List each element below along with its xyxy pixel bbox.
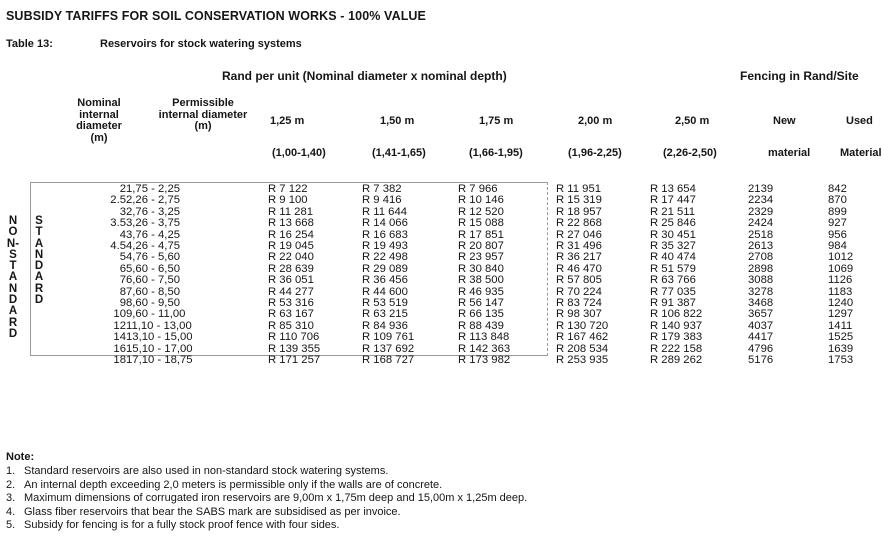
range-125: (1,00-1,40) (272, 147, 326, 159)
new-material-cell: 2234 (748, 194, 774, 207)
note-2: 2. An internal depth exceeding 2,0 meters is permissible only if the walls are of concrete. (6, 478, 443, 491)
depth-150-cell: R 29 089 (362, 262, 408, 275)
new-material-cell: 2613 (748, 240, 774, 253)
range-175: (1,66-1,95) (469, 147, 523, 159)
col-used-header: Used (846, 115, 873, 127)
nominal-cell: 3 (119, 205, 126, 218)
depth-125-cell: R 171 257 (268, 354, 321, 367)
new-material-cell: 2518 (748, 228, 774, 241)
depth-125-cell: R 53 316 (268, 297, 314, 310)
used-material-cell: 1297 (828, 308, 854, 321)
depth-150-cell: R 168 727 (362, 354, 415, 367)
notes-title: Note: (6, 451, 35, 463)
permissible-cell: 1,75 - 2,25 (126, 183, 181, 195)
new-material-cell: 2898 (748, 262, 774, 275)
depth-150-cell: R 16 683 (362, 228, 408, 241)
new-material-cell: 2708 (748, 251, 774, 264)
col-depth-200-header: 2,00 m (578, 115, 613, 127)
depth-200-cell: R 22 868 (556, 217, 602, 230)
depth-250-cell: R 30 451 (650, 228, 696, 241)
used-material-cell: 927 (828, 217, 847, 230)
depth-150-cell: R 7 382 (362, 183, 402, 195)
depth-150-cell: R 44 600 (362, 285, 408, 298)
nominal-cell: 18 (113, 354, 126, 367)
depth-175-cell: R 17 851 (458, 228, 504, 241)
depth-200-cell: R 253 935 (556, 354, 609, 367)
note-3-text: Maximum dimensions of corrugated iron reservoirs are 9,00m x 1,75m deep and 15,00m x 1,25m deep. (24, 492, 528, 505)
permissible-cell: 7,60 - 8,50 (126, 285, 181, 298)
used-material-cell: 1183 (828, 285, 853, 298)
depth-125-cell: R 85 310 (268, 319, 314, 332)
depth-250-cell: R 25 846 (650, 217, 696, 230)
depth-150-cell: R 84 936 (362, 319, 408, 332)
note-4: 4. Glass fiber reservoirs that bear the SABS mark are subsidised as per invoice. (6, 505, 401, 518)
new-material-cell: 4417 (748, 331, 774, 344)
range-150: (1,41-1,65) (372, 147, 426, 159)
nominal-cell: 4.5 (110, 240, 126, 253)
note-1-text: Standard reservoirs are also used in non-standard stock watering systems. (24, 465, 389, 477)
depth-150-cell: R 22 498 (362, 251, 408, 264)
side-label-non-standard-text: NON-STANDARD (6, 215, 20, 340)
depth-150-cell: R 109 761 (362, 331, 415, 344)
used-material-cell: 984 (828, 240, 847, 253)
depth-175-cell: R 142 363 (458, 342, 511, 355)
depth-125-cell: R 7 122 (268, 183, 308, 195)
depth-125-cell: R 110 706 (268, 331, 320, 344)
depth-150-cell: R 19 493 (362, 240, 408, 253)
depth-150-cell: R 9 416 (362, 194, 402, 207)
document-title: SUBSIDY TARIFFS FOR SOIL CONSERVATION WORKS - 100% VALUE (6, 9, 426, 23)
notes-section (6, 451, 527, 533)
note-1: 1. Standard reservoirs are also used in non-standard stock watering systems. (6, 465, 389, 477)
depth-175-cell: R 173 982 (458, 354, 511, 367)
range-250: (2,26-2,50) (663, 147, 717, 159)
depth-200-cell: R 36 217 (556, 251, 602, 264)
depth-250-cell: R 91 387 (650, 297, 696, 310)
nominal-cell: 10 (113, 308, 126, 321)
nominal-cell: 6 (119, 262, 126, 275)
note-5: 5. Subsidy for fencing is for a fully stock proof fence with four sides. (6, 519, 340, 532)
depth-125-cell: R 139 355 (268, 342, 321, 355)
depth-250-cell: R 51 579 (650, 262, 696, 275)
depth-250-cell: R 106 822 (650, 308, 703, 321)
depth-125-cell: R 16 254 (268, 228, 314, 241)
nominal-cell: 16 (113, 342, 126, 355)
depth-250-cell: R 40 474 (650, 251, 696, 264)
depth-200-cell: R 70 224 (556, 285, 602, 298)
used-material-cell: 870 (828, 194, 847, 207)
depth-250-cell: R 17 447 (650, 194, 696, 207)
depth-150-cell: R 11 644 (362, 205, 408, 218)
used-material-cell: 1240 (828, 297, 854, 310)
table-row (0, 332, 878, 343)
depth-175-cell: R 20 807 (458, 240, 504, 253)
depth-200-cell: R 83 724 (556, 297, 602, 310)
depth-125-cell: R 9 100 (268, 194, 308, 207)
new-material-cell: 4796 (748, 342, 774, 355)
permissible-cell: 2,26 - 2,75 (126, 194, 181, 207)
used-material-cell: 1753 (828, 354, 854, 367)
depth-175-cell: R 23 957 (458, 251, 504, 264)
nominal-cell: 12 (113, 319, 126, 332)
used-material-cell: 1012 (828, 251, 854, 264)
permissible-cell: 9,60 - 11,00 (126, 308, 186, 321)
new-material-cell: 4037 (748, 319, 774, 332)
depth-125-cell: R 13 668 (268, 217, 314, 230)
depth-250-cell: R 222 158 (650, 342, 703, 355)
depth-175-cell: R 30 840 (458, 262, 504, 275)
table-number: Table 13: (6, 38, 53, 50)
depth-125-cell: R 63 167 (268, 308, 314, 321)
col-new-header: New (773, 115, 796, 127)
new-material-cell: 2424 (748, 217, 774, 230)
permissible-cell: 13,10 - 15,00 (126, 331, 193, 344)
depth-175-cell: R 66 135 (458, 308, 504, 321)
depth-250-cell: R 289 262 (650, 354, 703, 367)
tariff-table (0, 184, 878, 367)
depth-250-cell: R 35 327 (650, 240, 696, 253)
new-material-cell: 2139 (748, 183, 774, 195)
range-200: (1,96-2,25) (568, 147, 622, 159)
used-material-cell: 956 (828, 228, 847, 241)
range-used: Material (840, 147, 882, 159)
new-material-cell: 3088 (748, 274, 774, 287)
depth-125-cell: R 19 045 (268, 240, 314, 253)
depth-175-cell: R 38 500 (458, 274, 504, 287)
used-material-cell: 1126 (828, 274, 853, 287)
permissible-cell: 2,76 - 3,25 (126, 205, 181, 218)
new-material-cell: 3278 (748, 285, 774, 298)
col-depth-175-header: 1,75 m (479, 115, 514, 127)
note-2-text: An internal depth exceeding 2,0 meters is permissible only if the walls are of concrete. (24, 478, 443, 491)
fencing-header: Fencing in Rand/Site (740, 69, 859, 83)
depth-200-cell: R 46 470 (556, 262, 602, 275)
table-row (0, 355, 878, 366)
rand-per-unit-header: Rand per unit (Nominal diameter x nominal depth) (222, 69, 507, 83)
depth-175-cell: R 46 935 (458, 285, 504, 298)
new-material-cell: 2329 (748, 205, 774, 218)
depth-250-cell: R 63 766 (650, 274, 696, 287)
nominal-cell: 4 (119, 228, 126, 241)
permissible-cell: 4,26 - 4,75 (126, 240, 181, 253)
nominal-cell: 14 (113, 331, 126, 344)
used-material-cell: 1525 (828, 331, 854, 344)
note-3: 3. Maximum dimensions of corrugated iron reservoirs are 9,00m x 1,75m deep and 15,00m x 1,25m deep. (6, 492, 528, 505)
depth-150-cell: R 53 519 (362, 297, 408, 310)
table-row (0, 275, 878, 286)
side-label-standard-text: STANDARD (34, 215, 44, 307)
used-material-cell: 1639 (828, 342, 854, 355)
permissible-cell: 3,26 - 3,75 (126, 217, 181, 230)
depth-150-cell: R 36 456 (362, 274, 408, 287)
depth-200-cell: R 167 462 (556, 331, 609, 344)
col-permissible-diameter-header: Permissible internal diameter (m) (158, 97, 248, 132)
depth-250-cell: R 140 937 (650, 319, 703, 332)
depth-150-cell: R 14 066 (362, 217, 408, 230)
depth-125-cell: R 36 051 (268, 274, 314, 287)
tariff-table-body (0, 184, 878, 367)
nominal-cell: 2 (119, 183, 126, 195)
table-row (0, 218, 878, 229)
depth-175-cell: R 56 147 (458, 297, 504, 310)
depth-250-cell: R 13 654 (650, 183, 696, 195)
col-depth-125-header: 1,25 m (270, 115, 305, 127)
permissible-cell: 4,76 - 5,60 (126, 251, 181, 264)
depth-250-cell: R 179 383 (650, 331, 703, 344)
depth-125-cell: R 28 639 (268, 262, 314, 275)
permissible-cell: 15,10 - 17,00 (126, 342, 193, 355)
depth-175-cell: R 12 520 (458, 205, 504, 218)
note-4-text: Glass fiber reservoirs that bear the SABS mark are subsidised as per invoice. (24, 505, 401, 518)
used-material-cell: 1069 (828, 262, 854, 275)
depth-150-cell: R 137 692 (362, 342, 415, 355)
used-material-cell: 842 (828, 183, 847, 195)
new-material-cell: 3657 (748, 308, 774, 321)
depth-200-cell: R 208 534 (556, 342, 609, 355)
permissible-cell: 5,60 - 6,50 (126, 262, 181, 275)
depth-200-cell: R 15 319 (556, 194, 602, 207)
permissible-cell: 3,76 - 4,25 (126, 228, 181, 241)
depth-175-cell: R 88 439 (458, 319, 504, 332)
depth-175-cell: R 7 966 (458, 183, 498, 195)
depth-125-cell: R 44 277 (268, 285, 314, 298)
nominal-cell: 5 (119, 251, 126, 264)
range-new: material (768, 147, 811, 159)
depth-175-cell: R 10 146 (458, 194, 504, 207)
permissible-cell: 17,10 - 18,75 (126, 354, 193, 367)
depth-200-cell: R 18 957 (556, 205, 602, 218)
depth-200-cell: R 98 307 (556, 308, 602, 321)
depth-150-cell: R 63 215 (362, 308, 408, 321)
permissible-cell: 11,10 - 13,00 (126, 319, 192, 332)
depth-175-cell: R 15 088 (458, 217, 504, 230)
nominal-cell: 9 (119, 297, 126, 310)
depth-200-cell: R 31 496 (556, 240, 602, 253)
depth-125-cell: R 22 040 (268, 251, 314, 264)
depth-250-cell: R 77 035 (650, 285, 696, 298)
nominal-cell: 3.5 (110, 217, 126, 230)
depth-200-cell: R 27 046 (556, 228, 602, 241)
col-nominal-diameter-header: Nominal internal diameter (m) (76, 97, 122, 144)
note-5-text: Subsidy for fencing is for a fully stock proof fence with four sides. (24, 519, 340, 532)
depth-250-cell: R 21 511 (650, 205, 696, 218)
nominal-cell: 2.5 (110, 194, 126, 207)
col-depth-250-header: 2,50 m (675, 115, 710, 127)
new-material-cell: 5176 (748, 354, 774, 367)
nominal-cell: 8 (119, 285, 126, 298)
depth-200-cell: R 130 720 (556, 319, 609, 332)
nominal-cell: 7 (119, 274, 126, 287)
used-material-cell: 899 (828, 205, 847, 218)
depth-125-cell: R 11 281 (268, 205, 314, 218)
table-name: Reservoirs for stock watering systems (100, 38, 302, 50)
depth-175-cell: R 113 848 (458, 331, 510, 344)
used-material-cell: 1411 (828, 319, 853, 332)
depth-200-cell: R 11 951 (556, 183, 602, 195)
depth-200-cell: R 57 805 (556, 274, 602, 287)
new-material-cell: 3468 (748, 297, 774, 310)
col-depth-150-header: 1,50 m (380, 115, 415, 127)
permissible-cell: 6,60 - 7,50 (126, 274, 181, 287)
permissible-cell: 8,60 - 9,50 (126, 297, 181, 310)
